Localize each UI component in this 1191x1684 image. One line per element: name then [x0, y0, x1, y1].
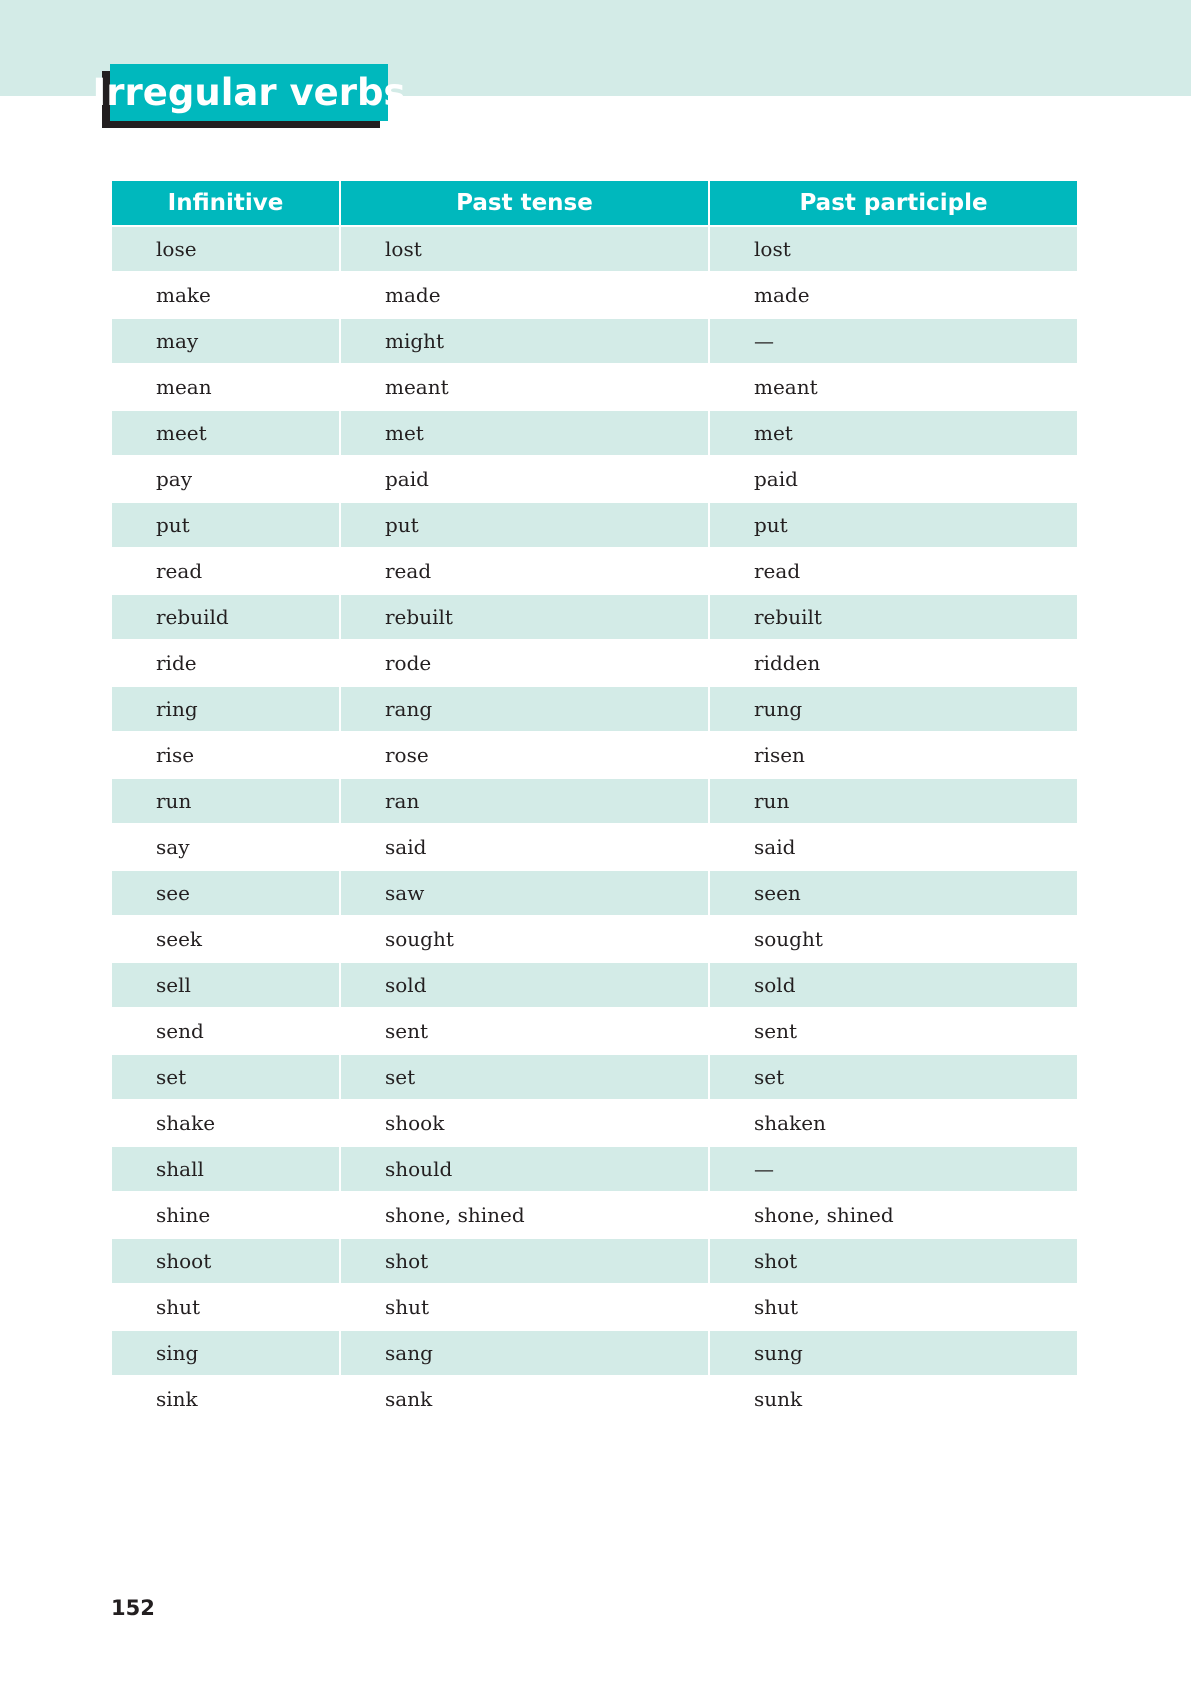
cell-infinitive: shake — [112, 1100, 340, 1146]
cell-infinitive: pay — [112, 456, 340, 502]
cell-infinitive: sing — [112, 1330, 340, 1376]
cell-past-tense: meant — [340, 364, 709, 410]
cell-past-participle: paid — [709, 456, 1077, 502]
cell-infinitive: ride — [112, 640, 340, 686]
cell-past-participle: made — [709, 272, 1077, 318]
cell-infinitive: say — [112, 824, 340, 870]
cell-infinitive: rebuild — [112, 594, 340, 640]
cell-infinitive: set — [112, 1054, 340, 1100]
cell-past-tense: sought — [340, 916, 709, 962]
cell-past-participle: read — [709, 548, 1077, 594]
cell-past-participle: shot — [709, 1238, 1077, 1284]
cell-past-tense: shook — [340, 1100, 709, 1146]
cell-past-tense: sang — [340, 1330, 709, 1376]
table-row — [112, 962, 1077, 1008]
page-number: 152 — [111, 1596, 155, 1620]
cell-past-participle: sent — [709, 1008, 1077, 1054]
cell-past-participle: said — [709, 824, 1077, 870]
cell-past-tense: lost — [340, 226, 709, 272]
cell-infinitive: see — [112, 870, 340, 916]
cell-infinitive: put — [112, 502, 340, 548]
cell-past-participle: lost — [709, 226, 1077, 272]
cell-infinitive: sink — [112, 1376, 340, 1421]
table-row — [112, 640, 1077, 686]
cell-past-participle: set — [709, 1054, 1077, 1100]
cell-past-tense: rose — [340, 732, 709, 778]
cell-infinitive: lose — [112, 226, 340, 272]
table-row — [112, 1192, 1077, 1238]
header-past-tense: Past tense — [340, 181, 709, 226]
cell-past-participle: — — [709, 318, 1077, 364]
cell-past-tense: read — [340, 548, 709, 594]
cell-past-tense: said — [340, 824, 709, 870]
cell-past-tense: rang — [340, 686, 709, 732]
table-row — [112, 1008, 1077, 1054]
table-row — [112, 824, 1077, 870]
table-row — [112, 870, 1077, 916]
table-row — [112, 916, 1077, 962]
table-row — [112, 272, 1077, 318]
cell-past-participle: shone, shined — [709, 1192, 1077, 1238]
table-row — [112, 410, 1077, 456]
cell-infinitive: sell — [112, 962, 340, 1008]
title-box — [92, 64, 406, 121]
cell-past-tense: rode — [340, 640, 709, 686]
table-row — [112, 732, 1077, 778]
cell-past-participle: shaken — [709, 1100, 1077, 1146]
cell-past-participle: risen — [709, 732, 1077, 778]
cell-infinitive: read — [112, 548, 340, 594]
cell-past-participle: — — [709, 1146, 1077, 1192]
table-row — [112, 1330, 1077, 1376]
table-row — [112, 456, 1077, 502]
table-row — [112, 226, 1077, 272]
table-row — [112, 1054, 1077, 1100]
table-row — [112, 1376, 1077, 1421]
cell-past-tense: rebuilt — [340, 594, 709, 640]
cell-past-participle: rung — [709, 686, 1077, 732]
header-infinitive: Infinitive — [112, 181, 340, 226]
cell-past-participle: sung — [709, 1330, 1077, 1376]
cell-past-tense: ran — [340, 778, 709, 824]
cell-past-tense: made — [340, 272, 709, 318]
cell-infinitive: shoot — [112, 1238, 340, 1284]
cell-past-tense: sank — [340, 1376, 709, 1421]
cell-past-participle: run — [709, 778, 1077, 824]
cell-past-tense: set — [340, 1054, 709, 1100]
cell-infinitive: run — [112, 778, 340, 824]
cell-past-tense: met — [340, 410, 709, 456]
cell-past-participle: put — [709, 502, 1077, 548]
cell-past-participle: seen — [709, 870, 1077, 916]
cell-infinitive: may — [112, 318, 340, 364]
cell-infinitive: meet — [112, 410, 340, 456]
cell-past-participle: sold — [709, 962, 1077, 1008]
cell-past-tense: might — [340, 318, 709, 364]
cell-infinitive: seek — [112, 916, 340, 962]
table-row — [112, 594, 1077, 640]
table-row — [112, 1100, 1077, 1146]
cell-past-participle: sunk — [709, 1376, 1077, 1421]
table-row — [112, 502, 1077, 548]
cell-infinitive: make — [112, 272, 340, 318]
cell-past-tense: should — [340, 1146, 709, 1192]
cell-infinitive: shall — [112, 1146, 340, 1192]
cell-past-participle: shut — [709, 1284, 1077, 1330]
header-past-participle: Past participle — [709, 181, 1077, 226]
table-row — [112, 364, 1077, 410]
header-row — [112, 181, 1077, 226]
cell-past-tense: shut — [340, 1284, 709, 1330]
cell-past-participle: meant — [709, 364, 1077, 410]
cell-infinitive: send — [112, 1008, 340, 1054]
table-row — [112, 1238, 1077, 1284]
cell-past-participle: rebuilt — [709, 594, 1077, 640]
cell-past-tense: paid — [340, 456, 709, 502]
table-body — [112, 226, 1077, 1421]
cell-infinitive: ring — [112, 686, 340, 732]
cell-past-tense: put — [340, 502, 709, 548]
table-row — [112, 1284, 1077, 1330]
cell-infinitive: mean — [112, 364, 340, 410]
table-row — [112, 686, 1077, 732]
cell-past-participle: sought — [709, 916, 1077, 962]
cell-past-tense: sent — [340, 1008, 709, 1054]
cell-past-participle: met — [709, 410, 1077, 456]
cell-past-tense: sold — [340, 962, 709, 1008]
table-row — [112, 318, 1077, 364]
table-row — [112, 1146, 1077, 1192]
cell-infinitive: shut — [112, 1284, 340, 1330]
table-row — [112, 778, 1077, 824]
cell-infinitive: shine — [112, 1192, 340, 1238]
table-row — [112, 548, 1077, 594]
cell-past-tense: saw — [340, 870, 709, 916]
cell-past-participle: ridden — [709, 640, 1077, 686]
page-title: Irregular verbs — [92, 71, 406, 114]
cell-past-tense: shone, shined — [340, 1192, 709, 1238]
verbs-table — [112, 181, 1077, 1421]
cell-past-tense: shot — [340, 1238, 709, 1284]
table-header — [112, 181, 1077, 226]
cell-infinitive: rise — [112, 732, 340, 778]
